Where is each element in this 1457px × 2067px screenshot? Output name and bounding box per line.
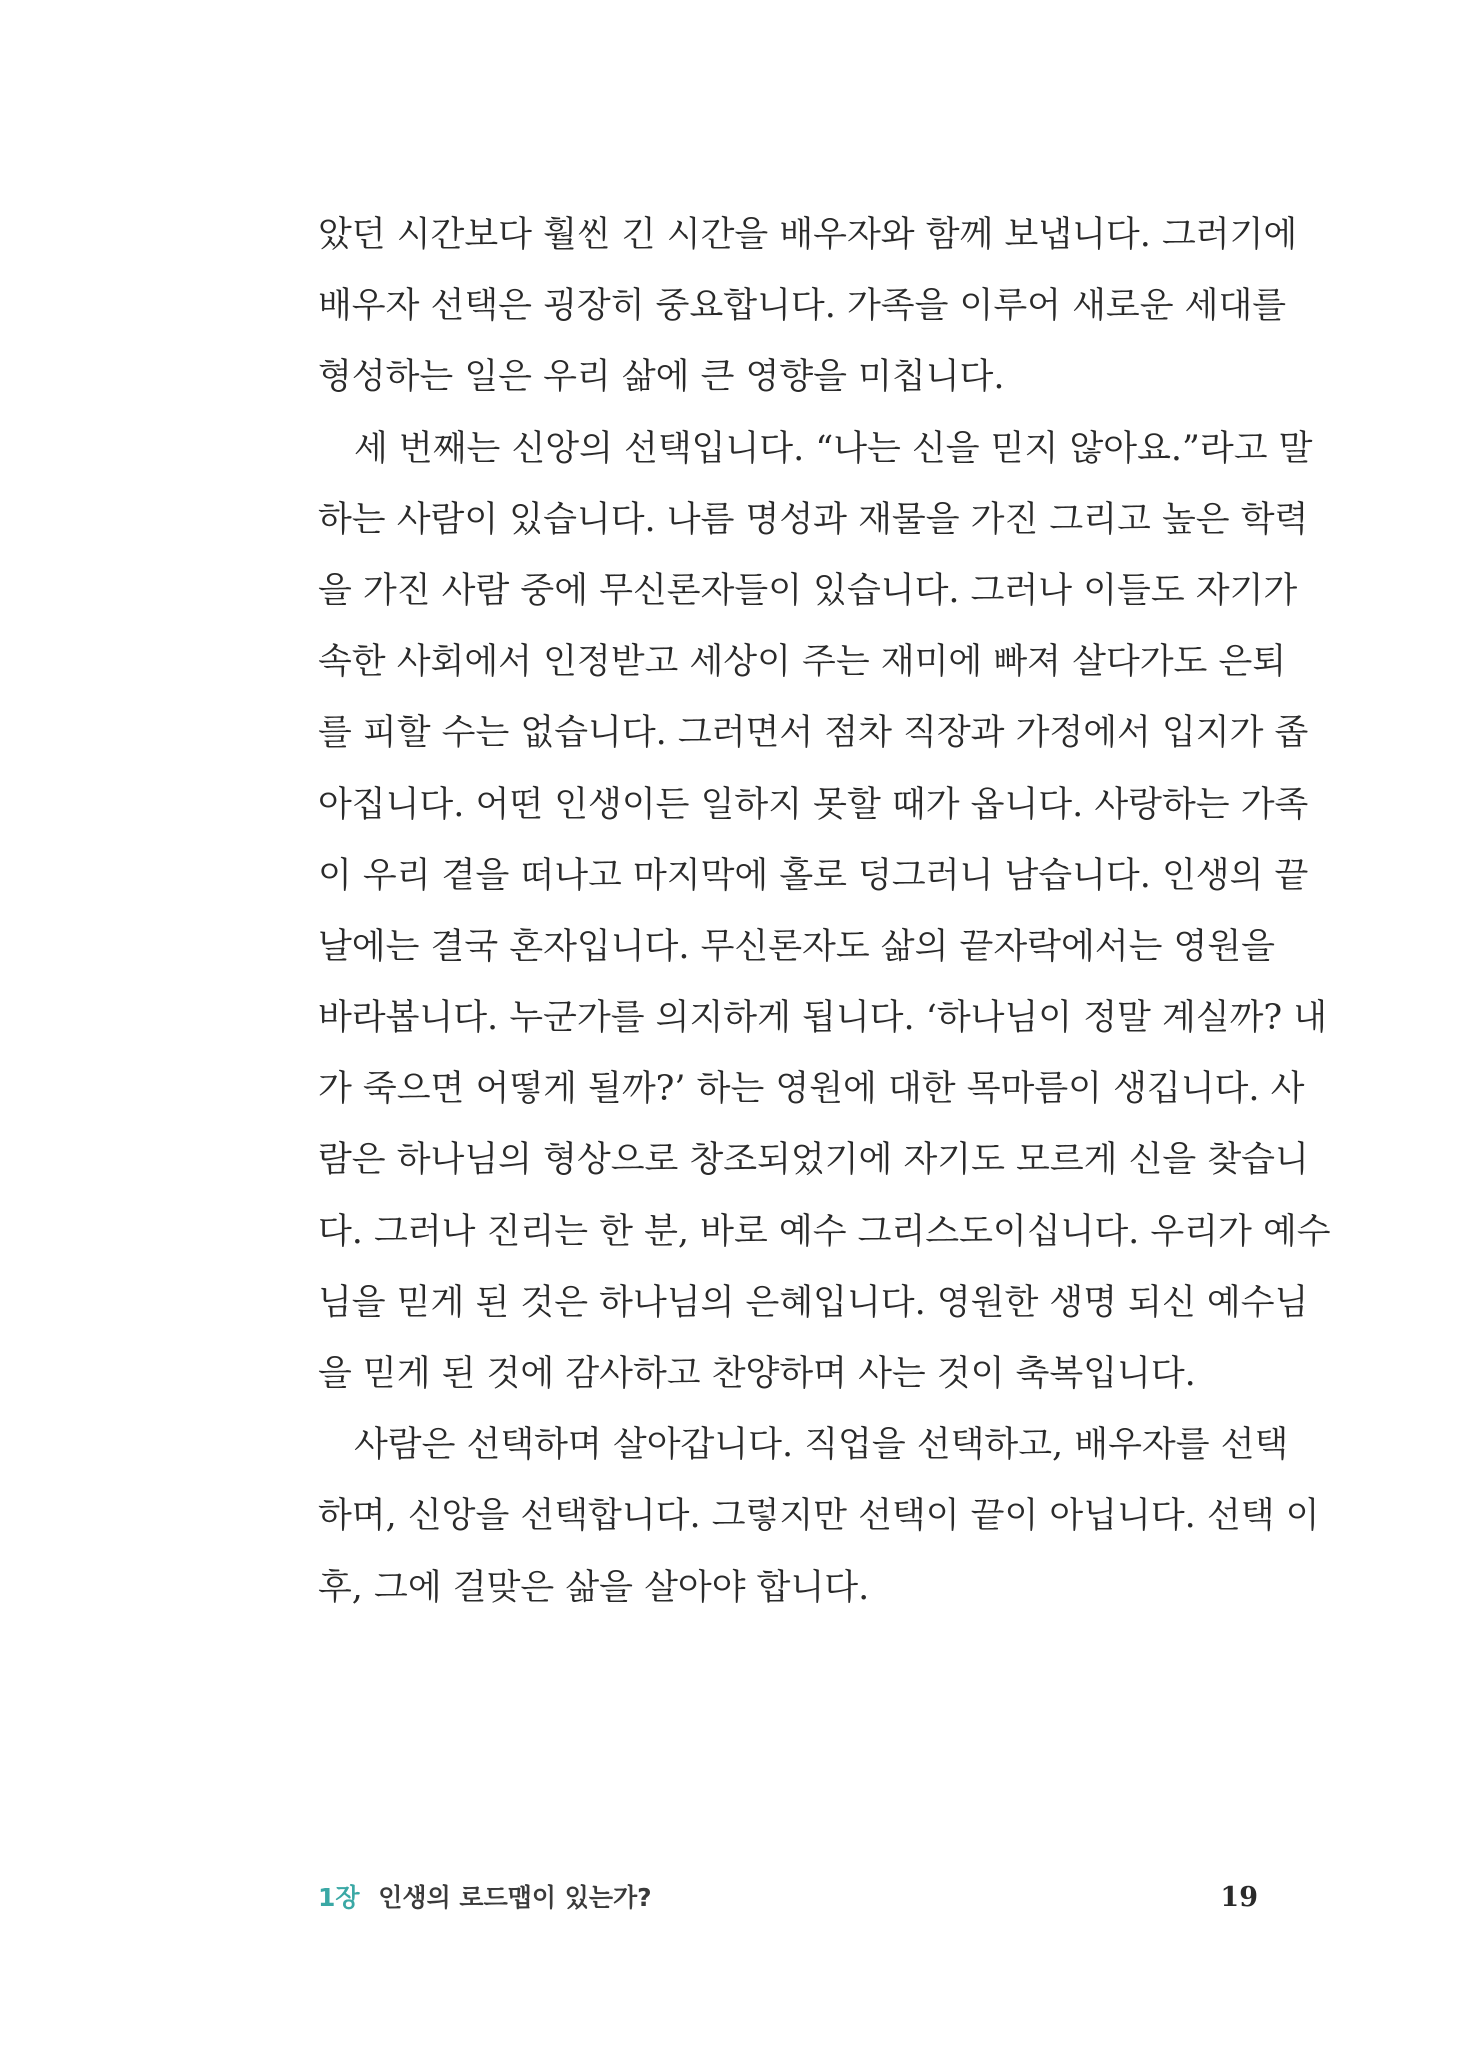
text-line: 세 번째는 신앙의 선택입니다. “나는 신을 믿지 않아요.”라고 말 bbox=[354, 428, 1313, 469]
text-line: 형성하는 일은 우리 삶에 큰 영향을 미칩니다. bbox=[318, 357, 1005, 398]
text-line: 았던 시간보다 훨씬 긴 시간을 배우자와 함께 보냅니다. 그러기에 bbox=[318, 215, 1298, 255]
text-line: 님을 믿게 된 것은 하나님의 은혜입니다. 영원한 생명 되신 예수님 bbox=[318, 1282, 1309, 1323]
text-line: 배우자 선택은 굉장히 중요합니다. 가족을 이루어 새로운 세대를 bbox=[318, 286, 1287, 327]
text-line: 을 가진 사람 중에 무신론자들이 있습니다. 그러나 이들도 자기가 bbox=[318, 570, 1298, 611]
text-line: 후, 그에 걸맞은 삶을 살아야 합니다. bbox=[318, 1567, 870, 1608]
text-line: 하는 사람이 있습니다. 나름 명성과 재물을 가진 그리고 높은 학력 bbox=[318, 499, 1309, 540]
text-line: 를 피할 수는 없습니다. 그러면서 점차 직장과 가정에서 입지가 좁 bbox=[318, 713, 1309, 754]
text-line: 날에는 결국 혼자입니다. 무신론자도 삶의 끝자락에서는 영원을 bbox=[318, 926, 1275, 967]
text-line: 하며, 신앙을 선택합니다. 그렇지만 선택이 끝이 아닙니다. 선택 이 bbox=[318, 1496, 1320, 1537]
chapter-number: 1장 bbox=[318, 1883, 360, 1912]
text-line: 아집니다. 어떤 인생이든 일하지 못할 때가 옵니다. 사랑하는 가족 bbox=[318, 784, 1309, 825]
text-line: 속한 사회에서 인정받고 세상이 주는 재미에 빠져 살다가도 은퇴 bbox=[318, 642, 1287, 683]
text-line: 이 우리 곁을 떠나고 마지막에 홀로 덩그러니 남습니다. 인생의 끝 bbox=[318, 855, 1309, 896]
page-number: 19 bbox=[1220, 1882, 1258, 1913]
text-line: 사람은 선택하며 살아갑니다. 직업을 선택하고, 배우자를 선택 bbox=[354, 1425, 1289, 1466]
text-line: 을 믿게 된 것에 감사하고 찬양하며 사는 것이 축복입니다. bbox=[318, 1354, 1196, 1394]
chapter-title: 인생의 로드맵이 있는가? bbox=[378, 1883, 652, 1912]
text-line: 다. 그러나 진리는 한 분, 바로 예수 그리스도이십니다. 우리가 예수 bbox=[318, 1211, 1331, 1252]
text-line: 람은 하나님의 형상으로 창조되었기에 자기도 모르게 신을 찾습니 bbox=[318, 1140, 1309, 1181]
page-footer bbox=[318, 1878, 1258, 1918]
body-text bbox=[318, 200, 1331, 1624]
text-line: 바라봅니다. 누군가를 의지하게 됩니다. ‘하나님이 정말 계실까? 내 bbox=[318, 998, 1328, 1039]
text-line: 가 죽으면 어떻게 될까?’ 하는 영원에 대한 목마름이 생깁니다. 사 bbox=[318, 1069, 1305, 1110]
